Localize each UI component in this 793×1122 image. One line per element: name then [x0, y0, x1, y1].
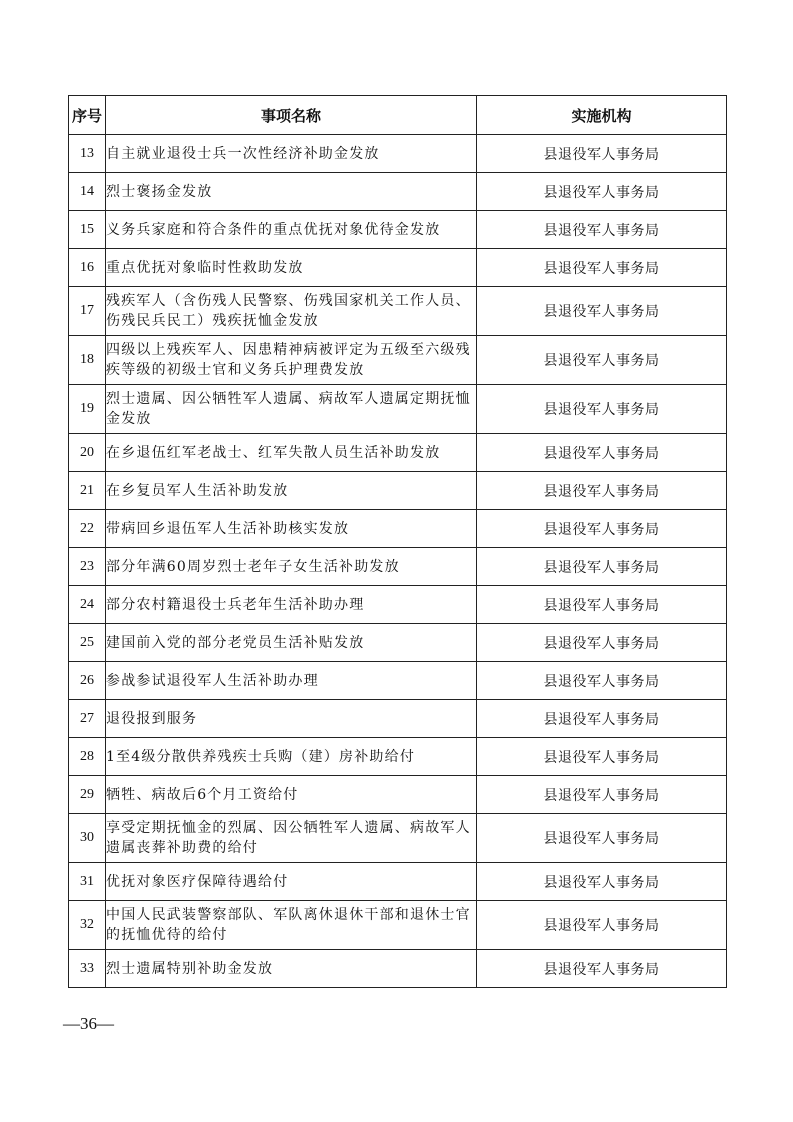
row-number: 21 — [69, 472, 106, 510]
table-row — [69, 434, 727, 472]
table-row — [69, 700, 727, 738]
row-item-name: 中国人民武装警察部队、军队离休退休干部和退休士官的抚恤优待的给付 — [106, 901, 477, 950]
row-item-name: 残疾军人（含伤残人民警察、伤残国家机关工作人员、伤残民兵民工）残疾抚恤金发放 — [106, 287, 477, 336]
row-item-name: 烈士遗属、因公牺牲军人遗属、病故军人遗属定期抚恤金发放 — [106, 385, 477, 434]
row-item-name: 牺牲、病故后6个月工资给付 — [106, 776, 477, 814]
table-row — [69, 738, 727, 776]
row-number: 26 — [69, 662, 106, 700]
row-item-name: 重点优抚对象临时性救助发放 — [106, 249, 477, 287]
row-agency: 县退役军人事务局 — [477, 738, 727, 776]
row-number: 18 — [69, 336, 106, 385]
table-row — [69, 211, 727, 249]
row-item-name: 退役报到服务 — [106, 700, 477, 738]
table-row — [69, 548, 727, 586]
row-number: 20 — [69, 434, 106, 472]
table-row — [69, 472, 727, 510]
row-item-name: 义务兵家庭和符合条件的重点优抚对象优待金发放 — [106, 211, 477, 249]
row-item-name: 在乡退伍红军老战士、红军失散人员生活补助发放 — [106, 434, 477, 472]
row-agency: 县退役军人事务局 — [477, 173, 727, 211]
row-number: 32 — [69, 901, 106, 950]
row-agency: 县退役军人事务局 — [477, 472, 727, 510]
row-agency: 县退役军人事务局 — [477, 548, 727, 586]
row-agency: 县退役军人事务局 — [477, 950, 727, 988]
row-number: 30 — [69, 814, 106, 863]
page-number: —36— — [63, 1014, 114, 1033]
row-item-name: 享受定期抚恤金的烈属、因公牺牲军人遗属、病故军人遗属丧葬补助费的给付 — [106, 814, 477, 863]
table-row — [69, 287, 727, 336]
row-item-name: 部分农村籍退役士兵老年生活补助办理 — [106, 586, 477, 624]
table-row — [69, 336, 727, 385]
row-number: 16 — [69, 249, 106, 287]
row-number: 23 — [69, 548, 106, 586]
row-number: 17 — [69, 287, 106, 336]
row-item-name: 优抚对象医疗保障待遇给付 — [106, 863, 477, 901]
row-item-name: 带病回乡退伍军人生活补助核实发放 — [106, 510, 477, 548]
row-number: 31 — [69, 863, 106, 901]
row-item-name: 在乡复员军人生活补助发放 — [106, 472, 477, 510]
row-number: 27 — [69, 700, 106, 738]
row-agency: 县退役军人事务局 — [477, 211, 727, 249]
row-item-name: 1至4级分散供养残疾士兵购（建）房补助给付 — [106, 738, 477, 776]
table-body — [69, 135, 727, 988]
table-row — [69, 901, 727, 950]
header-implementing-agency: 实施机构 — [477, 96, 727, 135]
row-number: 33 — [69, 950, 106, 988]
table-row — [69, 814, 727, 863]
row-number: 13 — [69, 135, 106, 173]
table-row — [69, 510, 727, 548]
table-row — [69, 173, 727, 211]
table-row — [69, 385, 727, 434]
table-row — [69, 135, 727, 173]
row-number: 19 — [69, 385, 106, 434]
row-item-name: 参战参试退役军人生活补助办理 — [106, 662, 477, 700]
row-agency: 县退役军人事务局 — [477, 700, 727, 738]
table-row — [69, 863, 727, 901]
table-row — [69, 776, 727, 814]
row-agency: 县退役军人事务局 — [477, 385, 727, 434]
table-header-row — [69, 96, 727, 135]
row-item-name: 烈士褒扬金发放 — [106, 173, 477, 211]
row-number: 25 — [69, 624, 106, 662]
row-agency: 县退役军人事务局 — [477, 336, 727, 385]
row-number: 15 — [69, 211, 106, 249]
row-agency: 县退役军人事务局 — [477, 662, 727, 700]
row-agency: 县退役军人事务局 — [477, 249, 727, 287]
row-agency: 县退役军人事务局 — [477, 901, 727, 950]
row-number: 14 — [69, 173, 106, 211]
row-agency: 县退役军人事务局 — [477, 586, 727, 624]
row-number: 22 — [69, 510, 106, 548]
row-item-name: 建国前入党的部分老党员生活补贴发放 — [106, 624, 477, 662]
row-agency: 县退役军人事务局 — [477, 434, 727, 472]
table-row — [69, 662, 727, 700]
row-item-name: 烈士遗属特别补助金发放 — [106, 950, 477, 988]
row-agency: 县退役军人事务局 — [477, 287, 727, 336]
row-number: 29 — [69, 776, 106, 814]
row-item-name: 四级以上残疾军人、因患精神病被评定为五级至六级残疾等级的初级士官和义务兵护理费发放 — [106, 336, 477, 385]
header-item-name: 事项名称 — [106, 96, 477, 135]
table-row — [69, 586, 727, 624]
table-row — [69, 950, 727, 988]
row-agency: 县退役军人事务局 — [477, 624, 727, 662]
items-table — [68, 95, 727, 988]
row-agency: 县退役军人事务局 — [477, 510, 727, 548]
row-number: 28 — [69, 738, 106, 776]
row-agency: 县退役军人事务局 — [477, 776, 727, 814]
table-row — [69, 249, 727, 287]
table-row — [69, 624, 727, 662]
row-item-name: 部分年满60周岁烈士老年子女生活补助发放 — [106, 548, 477, 586]
row-agency: 县退役军人事务局 — [477, 863, 727, 901]
header-serial-number: 序号 — [69, 96, 106, 135]
row-item-name: 自主就业退役士兵一次性经济补助金发放 — [106, 135, 477, 173]
row-agency: 县退役军人事务局 — [477, 814, 727, 863]
row-number: 24 — [69, 586, 106, 624]
row-agency: 县退役军人事务局 — [477, 135, 727, 173]
